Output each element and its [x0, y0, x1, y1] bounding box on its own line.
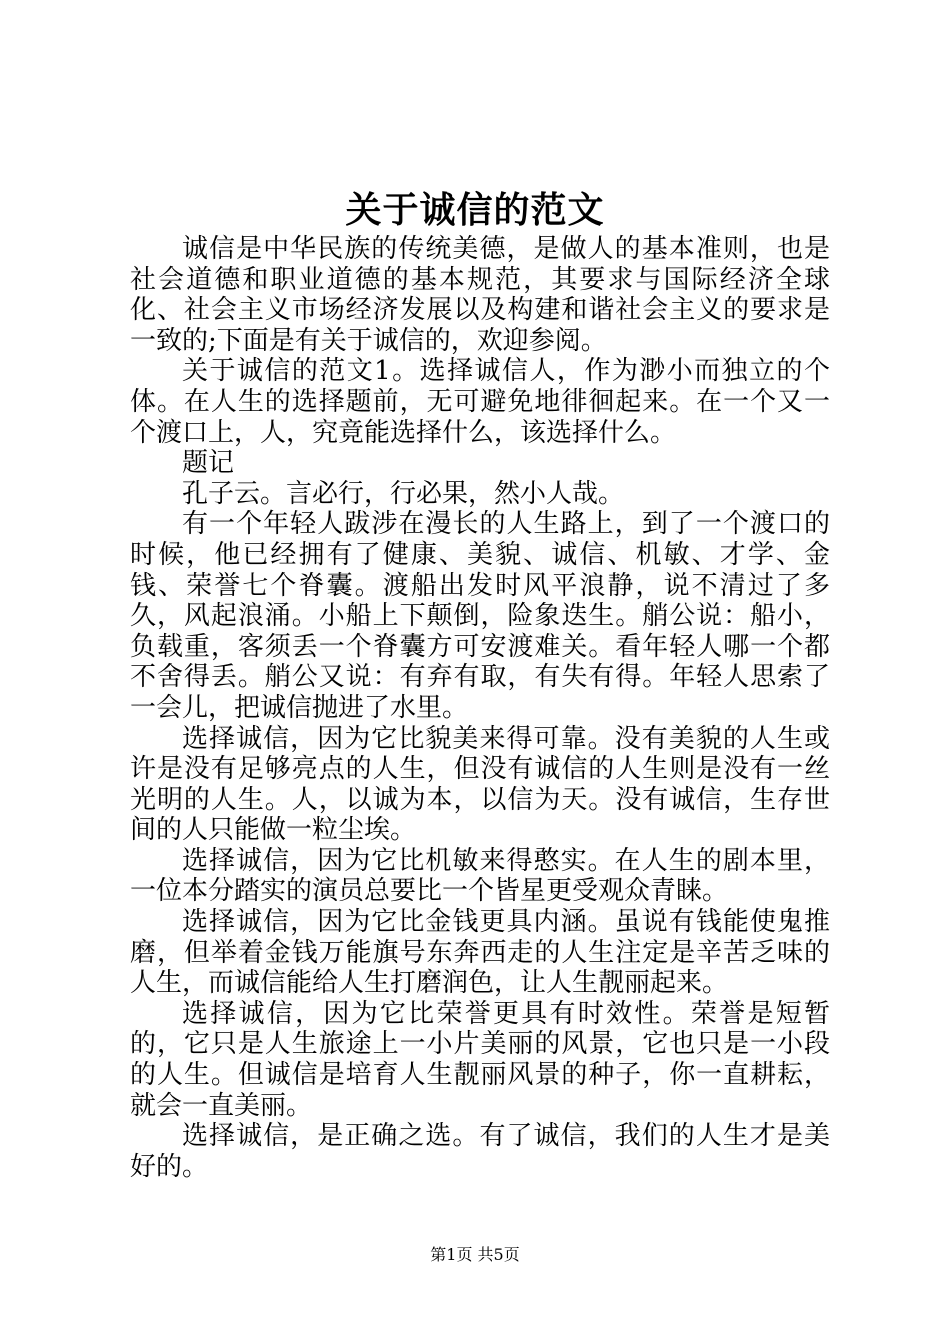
- paragraph-epigraph-label: 题记: [182, 448, 235, 479]
- document-body: [130, 234, 830, 1182]
- paragraph-intro: 诚信是中华民族的传统美德，是做人的基本准则，也是社会道德和职业道德的基本规范，其要求与国际经济全球化、社会主义市场经济发展以及构建和谐社会主义的要求是一致的;下面是有关于诚信的，欢迎参阅。: [130, 234, 830, 356]
- paragraph-wit: 选择诚信，因为它比机敏来得憨实。在人生的剧本里，一位本分踏实的演员总要比一个皆星更受观众青睐。: [130, 845, 830, 907]
- document-title: 关于诚信的范文: [345, 189, 605, 231]
- paragraph-conclusion: 选择诚信，是正确之选。有了诚信，我们的人生才是美好的。: [130, 1121, 830, 1182]
- page-number: 第1页 共5页: [430, 1245, 520, 1264]
- paragraph-honor: 选择诚信，因为它比荣誉更具有时效性。荣誉是短暂的，它只是人生旅途上一小片美丽的风景，它也只是一小段的人生。但诚信是培育人生靓丽风景的种子，你一直耕耘，就会一直美丽。: [130, 998, 830, 1121]
- paragraph-story: 有一个年轻人跋涉在漫长的人生路上，到了一个渡口的时候，他已经拥有了健康、美貌、诚信、机敏、才学、金钱、荣誉七个脊囊。渡船出发时风平浪静，说不清过了多久，风起浪涌。小船上下颠倒，险象迭生。艄公说：船小，负载重，客须丢一个脊囊方可安渡难关。看年轻人哪一个都不舍得丢。艄公又说：有弃有取，有失有得。年轻人思索了一会儿，把诚信抛进了水里。: [130, 509, 830, 723]
- paragraph-essay-1-opening: 关于诚信的范文1。选择诚信人，作为渺小而独立的个体。在人生的选择题前，无可避免地徘徊起来。在一个又一个渡口上，人，究竟能选择什么，该选择什么。: [130, 356, 830, 448]
- paragraph-quote: 孔子云。言必行，行必果，然小人哉。: [182, 478, 625, 509]
- paragraph-beauty: 选择诚信，因为它比貌美来得可靠。没有美貌的人生或许是没有足够亮点的人生，但没有诚信的人生则是没有一丝光明的人生。人，以诚为本，以信为天。没有诚信，生存世间的人只能做一粒尘埃。: [130, 723, 830, 846]
- paragraph-money: 选择诚信，因为它比金钱更具内涵。虽说有钱能使鬼推磨，但举着金钱万能旗号东奔西走的人生注定是辛苦乏味的人生，而诚信能给人生打磨润色，让人生靓丽起来。: [130, 907, 830, 999]
